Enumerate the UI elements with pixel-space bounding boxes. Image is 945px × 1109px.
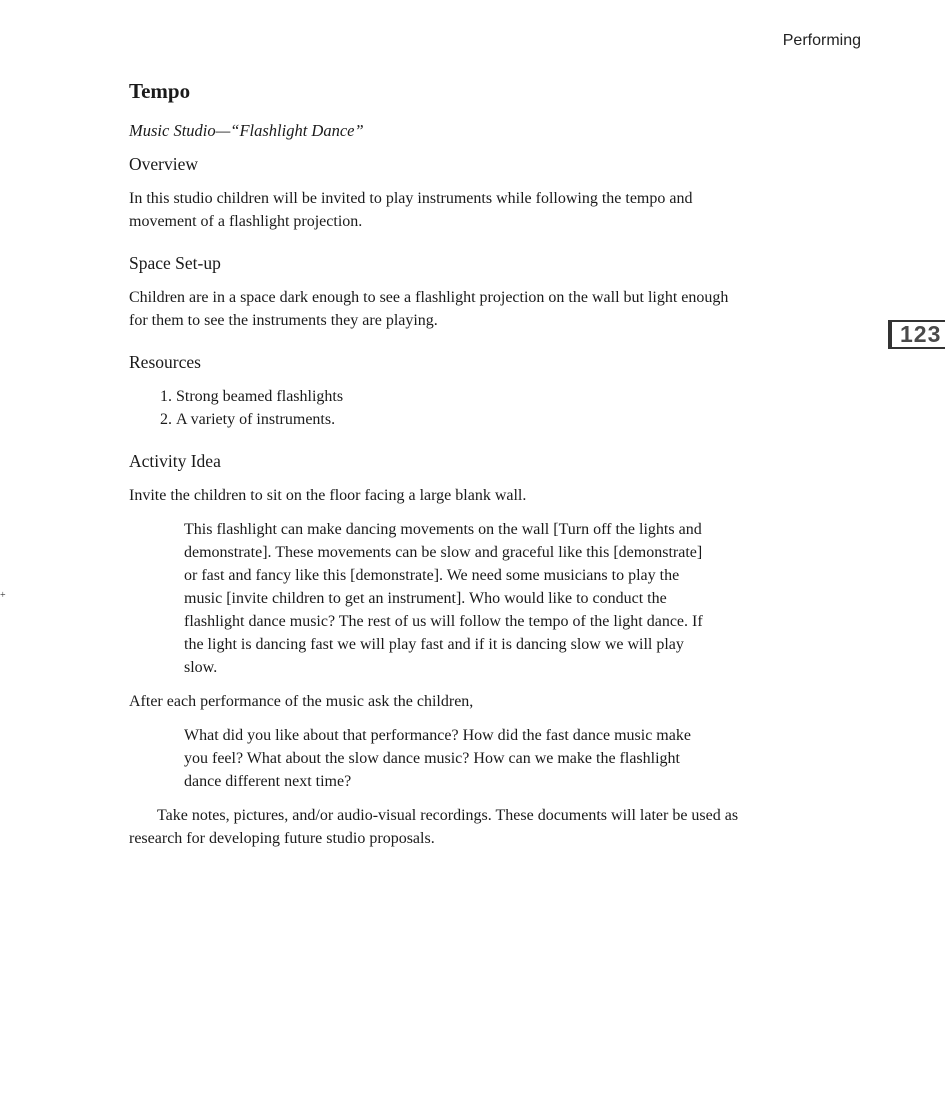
resource-item: 1. Strong beamed flashlights [176,385,739,408]
running-head: Performing [782,32,861,49]
margin-mark: + [0,590,6,601]
resource-item: 2. A variety of instruments. [176,408,739,431]
overview-heading: Overview [129,154,199,174]
activity-closing: Take notes, pictures, and/or audio-visual recordings. These documents will later be used as research for developing future studio proposals. [129,807,739,847]
section-subtitle: Music Studio—“Flashlight Dance” [129,121,364,140]
activity-script-2: What did you like about that performance? How did the fast dance music make you feel? What about the slow dance music? How can we make the flashlight dance different next time? [184,727,691,790]
space-setup-text: Children are in a space dark enough to see a flashlight projection on the wall but light enough for them to see the instruments they are playing. [129,289,729,329]
activity-after: After each performance of the music ask the children, [129,693,474,710]
overview-text: In this studio children will be invited to play instruments while following the tempo and movement of a flashlight projection. [129,190,693,230]
space-setup-heading: Space Set-up [129,253,221,273]
activity-intro: Invite the children to sit on the floor facing a large blank wall. [129,487,527,504]
resources-heading: Resources [129,352,201,372]
page-content [129,78,739,869]
activity-script-1: This flashlight can make dancing movements on the wall [Turn off the lights and demonstrate]. These movements can be slow and graceful like this [demonstrate] or fast and fancy like this [demonstrate]. We need some musicians to play the music [invite children to get an instrument]. Who would like to conduct the flashlight dance music? The rest of us will follow the tempo of the light dance. If the light is dancing fast we will play fast and if it is dancing slow we will play slow. [184,521,703,676]
activity-heading: Activity Idea [129,451,221,471]
resources-list [129,385,739,431]
page-number-tab [888,320,945,349]
page-number: 123 [900,321,942,347]
section-title: Tempo [129,79,191,103]
